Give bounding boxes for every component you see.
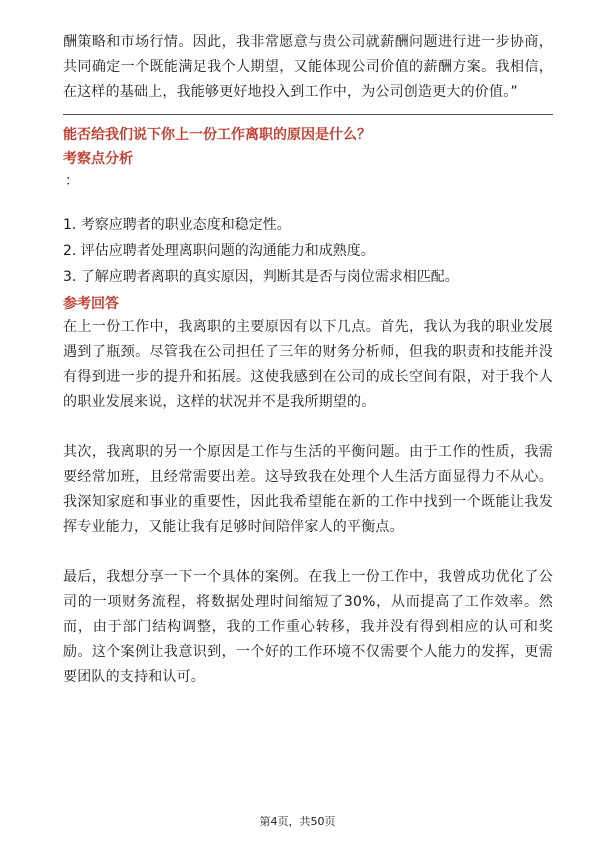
paragraph-gap — [63, 415, 553, 440]
answer-paragraph-2: 其次，我离职的另一个原因是工作与生活的平衡问题。由于工作的性质，我需要经常加班，且经常需要出差。这导致我在处理个人生活方面显得力不从心。我深知家庭和事业的重要性，因此我希望能在新的工作中找到一个既能让我发挥专业能力，又能让我有足够时间陪伴家人的平衡点。 — [63, 444, 553, 535]
page-content — [63, 30, 553, 690]
list-item: 2. 评估应聘者处理离职问题的沟通能力和成熟度。 — [63, 243, 375, 259]
answer-paragraph-3: 最后，我想分享一下一个具体的案例。在我上一份工作中，我曾成功优化了公司的一项财务流程，将数据处理时间缩短了30%，从而提高了工作效率。然而，由于部门结构调整，我的工作重心转移，我并没有得到相应的认可和奖励。这个案例让我意识到，一个好的工作环境不仅需要个人能力的发挥，更需要团队的支持和认可。 — [63, 569, 553, 685]
list-item: 3. 了解应聘者离职的真实原因，判断其是否与岗位需求相匹配。 — [63, 269, 459, 285]
interview-question: 能否给我们说下你上一份工作离职的原因是什么？ — [63, 127, 371, 143]
analysis-list — [63, 212, 553, 290]
analysis-colon: ： — [65, 173, 79, 189]
paragraph-gap — [63, 540, 553, 565]
intro-continuation-paragraph: 酬策略和市场行情。因此，我非常愿意与贵公司就薪酬问题进行进一步协商，共同确定一个既能满足我个人期望，又能体现公司价值的薪酬方案。我相信，在这样的基础上，我能够更好地投入到工作中，为公司创造更大的价值。” — [63, 34, 553, 100]
list-item: 1. 考察应聘者的职业态度和稳定性。 — [63, 217, 291, 233]
analysis-heading: 考察点分析 — [63, 151, 133, 167]
spacer — [63, 192, 553, 212]
page-number-footer: 第4页，共50页 — [259, 815, 336, 828]
answer-heading: 参考回答 — [63, 296, 119, 312]
answer-paragraph-1: 在上一份工作中，我离职的主要原因有以下几点。首先，我认为我的职业发展遇到了瓶颈。尽管我在公司担任了三年的财务分析师，但我的职责和技能并没有得到进一步的提升和拓展。这使我感到在公司的成长空间有限，对于我个人的职业发展来说，这样的状况并不是我所期望的。 — [63, 319, 553, 410]
section-divider — [63, 114, 553, 115]
